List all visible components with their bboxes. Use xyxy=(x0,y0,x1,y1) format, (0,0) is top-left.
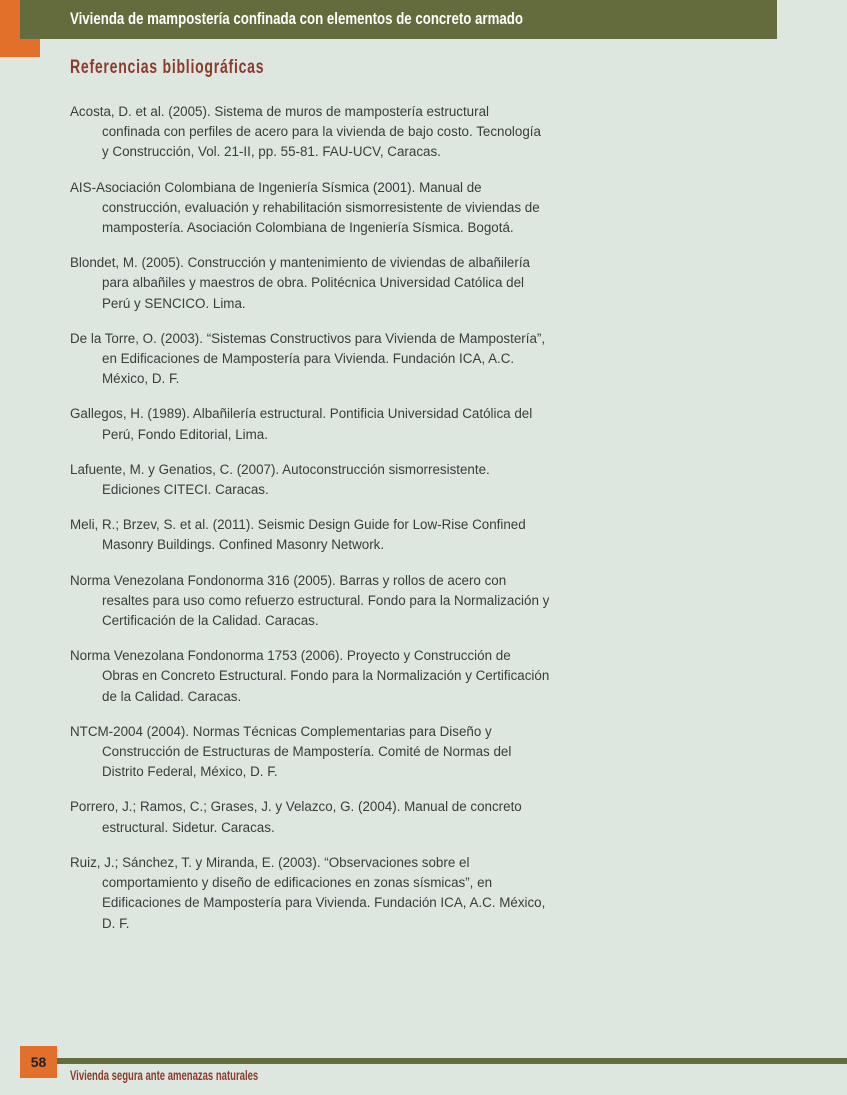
reference-list xyxy=(70,102,550,949)
section-title: Referencias bibliográficas xyxy=(70,57,265,78)
reference-item: De la Torre, O. (2003). “Sistemas Constructivos para Vivienda de Mampostería”, en Edificaciones de Mampostería para Vivienda. Fundación ICA, A.C. México, D. F. xyxy=(70,330,546,387)
page-header-title: Vivienda de mampostería confinada con elementos de concreto armado xyxy=(70,9,523,28)
reference-item: Norma Venezolana Fondonorma 316 (2005). Barras y rollos de acero con resaltes para uso como refuerzo estructural. Fondo para la Normalización y Certificación de la Calidad. Caracas. xyxy=(70,572,550,629)
reference-item: Ruiz, J.; Sánchez, T. y Miranda, E. (2003). “Observaciones sobre el comportamiento y diseño de edificaciones en zonas sísmicas”, en Edificaciones de Mampostería para Vivienda. Fundación ICA, A.C. México, D. F. xyxy=(70,854,546,931)
reference-item: Acosta, D. et al. (2005). Sistema de muros de mampostería estructural confinada con perfiles de acero para la vivienda de bajo costo. Tecnología y Construcción, Vol. 21-II, pp. 55-81. FAU-UCV, Caracas. xyxy=(70,104,541,160)
reference-item: Porrero, J.; Ramos, C.; Grases, J. y Velazco, G. (2004). Manual de concreto estructural. Sidetur. Caracas. xyxy=(70,799,522,835)
reference-item: NTCM-2004 (2004). Normas Técnicas Complementarias para Diseño y Construcción de Estructuras de Mampostería. Comité de Normas del Distrito Federal, México, D. F. xyxy=(70,723,512,780)
reference-item: AIS-Asociación Colombiana de Ingeniería Sísmica (2001). Manual de construcción, evaluación y rehabilitación sismorresistente de viviendas de mampostería. Asociación Colombiana de Ingeniería Sísmica. Bogotá. xyxy=(70,179,540,236)
reference-item: Gallegos, H. (1989). Albañilería estructural. Pontificia Universidad Católica del Perú, Fondo Editorial, Lima. xyxy=(70,406,533,442)
footer-title: Vivienda segura ante amenazas naturales xyxy=(70,1067,259,1083)
reference-item: Lafuente, M. y Genatios, C. (2007). Autoconstrucción sismorresistente. Ediciones CITECI. Caracas. xyxy=(70,461,490,498)
reference-item: Meli, R.; Brzev, S. et al. (2011). Seismic Design Guide for Low-Rise Confined Masonry Buildings. Confined Masonry Network. xyxy=(70,517,526,553)
reference-item: Norma Venezolana Fondonorma 1753 (2006). Proyecto y Construcción de Obras en Concreto Estructural. Fondo para la Normalización y Certificación de la Calidad. Caracas. xyxy=(70,648,550,704)
footer-bar xyxy=(20,1058,847,1064)
reference-item: Blondet, M. (2005). Construcción y mantenimiento de viviendas de albañilería para albañiles y maestros de obra. Politécnica Universidad Católica del Perú y SENCICO. Lima. xyxy=(70,255,530,311)
page-number-box xyxy=(20,1046,57,1078)
page-number: 58 xyxy=(30,1054,47,1070)
